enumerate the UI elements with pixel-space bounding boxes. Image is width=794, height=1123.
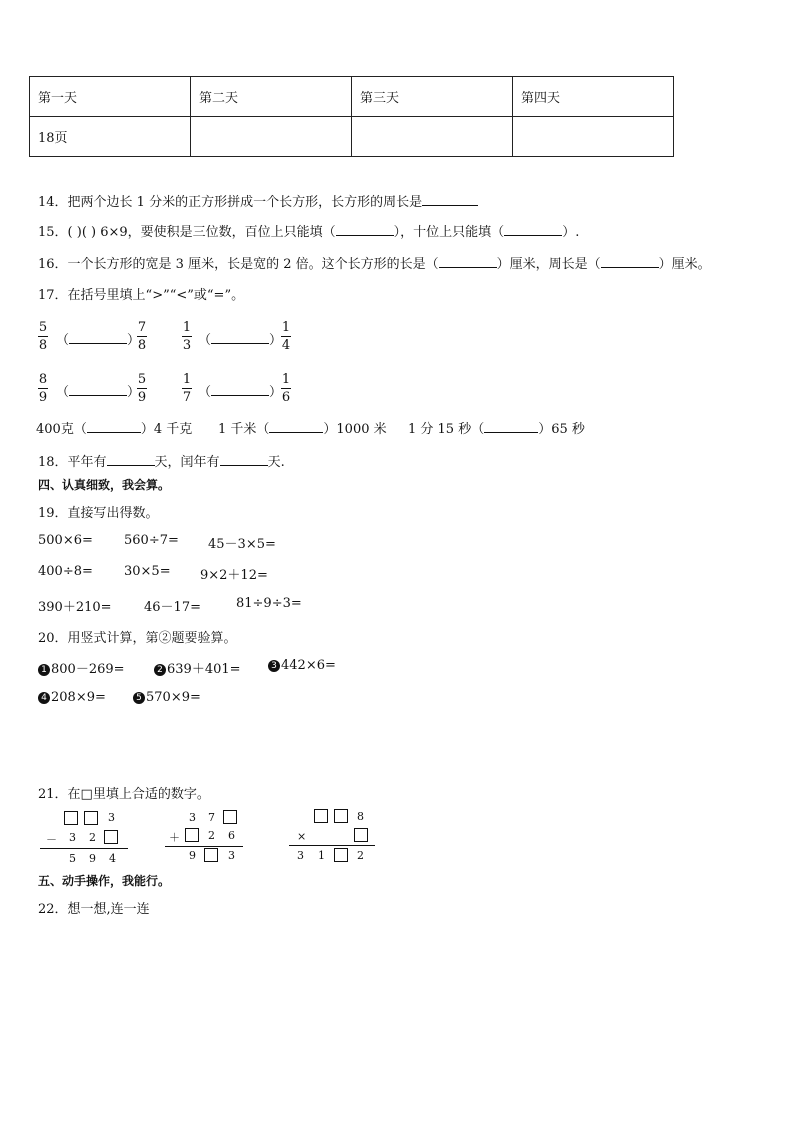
answer-blank[interactable]: [220, 453, 268, 466]
digit: 2: [89, 831, 96, 844]
vertical-calc-item: 1 800－269=: [38, 658, 125, 677]
digit-box[interactable]: [314, 809, 328, 823]
digit: 9: [89, 852, 96, 865]
fraction: 5 8: [38, 320, 48, 353]
circled-number: 1: [38, 664, 50, 676]
digit-box[interactable]: [185, 828, 199, 842]
vertical-calc-item: 4 208×9=: [38, 690, 106, 705]
fraction: 1 6: [281, 372, 291, 405]
calc-item: 45－3×5=: [208, 537, 276, 552]
operator: －: [46, 833, 57, 846]
question-18: 18．平年有 天，闰年有 天.: [38, 455, 285, 470]
fraction: 1 7: [182, 372, 192, 405]
compare-blank[interactable]: （ ）: [198, 385, 283, 400]
section-4-title: 四、认真细致，我会算。: [38, 478, 171, 492]
days-table: [29, 76, 674, 157]
answer-blank[interactable]: [504, 225, 562, 236]
digit: 9: [189, 849, 196, 862]
question-16: 16．一个长方形的宽是 3 厘米，长是宽的 2 倍。这个长方形的长是（ ）厘米，周长是（ ）厘米。: [38, 257, 711, 272]
section-5-title: 五、动手操作，我能行。: [38, 874, 171, 888]
table-cell: 第一天: [30, 77, 191, 117]
digit-box[interactable]: [204, 848, 218, 862]
calc-item: 400÷8=: [38, 564, 93, 579]
digit-box[interactable]: [334, 809, 348, 823]
unit-compare: 1 分 15 秒（ ）65 秒: [408, 422, 585, 437]
digit-box[interactable]: [104, 830, 118, 844]
digit-box[interactable]: [84, 811, 98, 825]
underline: [289, 845, 375, 846]
unit-compare: 1 千米（ ）1000 米: [218, 422, 387, 437]
answer-blank[interactable]: [601, 257, 659, 268]
calc-item: 9×2＋12=: [200, 568, 268, 583]
underline: [165, 846, 243, 847]
calc-item: 390＋210=: [38, 600, 112, 615]
operator: ＋: [169, 831, 180, 844]
calc-item: 560÷7=: [124, 533, 179, 548]
question-14: 14．把两个边长 1 分米的正方形拼成一个长方形，长方形的周长是: [38, 191, 478, 210]
table-cell[interactable]: [513, 117, 674, 157]
question-22-title: 22．想一想,连一连: [38, 902, 150, 917]
circled-number: 4: [38, 692, 50, 704]
vertical-calc-item: 2 639＋401=: [154, 658, 241, 677]
digit: 8: [357, 810, 364, 823]
digit: 3: [297, 849, 304, 862]
question-19-title: 19．直接写出得数。: [38, 506, 159, 521]
digit: 6: [228, 829, 235, 842]
table-cell[interactable]: [191, 117, 352, 157]
answer-blank[interactable]: [439, 257, 497, 268]
fraction: 8 9: [38, 372, 48, 405]
digit-box[interactable]: [64, 811, 78, 825]
digit: 1: [318, 849, 325, 862]
compare-blank[interactable]: （ ）: [198, 333, 283, 348]
table-header-row: [30, 77, 674, 117]
vertical-calc-item: 5 570×9=: [133, 690, 201, 705]
digit: 3: [69, 831, 76, 844]
digit: 2: [208, 829, 215, 842]
circled-number: 5: [133, 692, 145, 704]
digit: 3: [228, 849, 235, 862]
fraction: 5 9: [137, 372, 147, 405]
answer-blank[interactable]: [107, 453, 155, 466]
table-row: [30, 117, 674, 157]
operator: ×: [297, 830, 307, 843]
vertical-calc-item: 3 442×6=: [268, 658, 336, 673]
question-21-title: 21．在□里填上合适的数字。: [38, 787, 210, 802]
compare-blank[interactable]: （ ）: [56, 333, 141, 348]
compare-blank[interactable]: [269, 422, 323, 433]
digit: 3: [189, 811, 196, 824]
fraction: 1 3: [182, 320, 192, 353]
digit: 4: [109, 852, 116, 865]
table-cell: 18页: [30, 117, 191, 157]
table-cell[interactable]: [352, 117, 513, 157]
digit-box[interactable]: [334, 848, 348, 862]
circled-number: 2: [154, 664, 166, 676]
compare-blank[interactable]: [484, 422, 538, 433]
digit-box[interactable]: [354, 828, 368, 842]
calc-item: 81÷9÷3=: [236, 596, 302, 611]
calc-item: 46－17=: [144, 600, 201, 615]
digit: 3: [108, 811, 115, 824]
calc-item: 500×6=: [38, 533, 93, 548]
compare-blank[interactable]: [87, 422, 141, 433]
digit: 7: [208, 811, 215, 824]
digit: 2: [357, 849, 364, 862]
compare-blank[interactable]: （ ）: [56, 385, 141, 400]
question-15: 15．( )( ) 6×9，要使积是三位数，百位上只能填（ ），十位上只能填（ ）.: [38, 225, 580, 240]
answer-blank[interactable]: [422, 193, 478, 206]
digit-box[interactable]: [223, 810, 237, 824]
underline: [40, 848, 128, 849]
table-cell: 第三天: [352, 77, 513, 117]
fraction: 1 4: [281, 320, 291, 353]
circled-number: 3: [268, 660, 280, 672]
table-cell: 第四天: [513, 77, 674, 117]
unit-compare: 400克（ ）4 千克: [36, 422, 193, 437]
fraction: 7 8: [137, 320, 147, 353]
digit: 5: [69, 852, 76, 865]
calc-item: 30×5=: [124, 564, 171, 579]
question-20-title: 20．用竖式计算，第②题要验算。: [38, 631, 237, 646]
question-17-title: 17．在括号里填上“>”“<”或“=”。: [38, 288, 245, 303]
answer-blank[interactable]: [336, 225, 394, 236]
table-cell: 第二天: [191, 77, 352, 117]
